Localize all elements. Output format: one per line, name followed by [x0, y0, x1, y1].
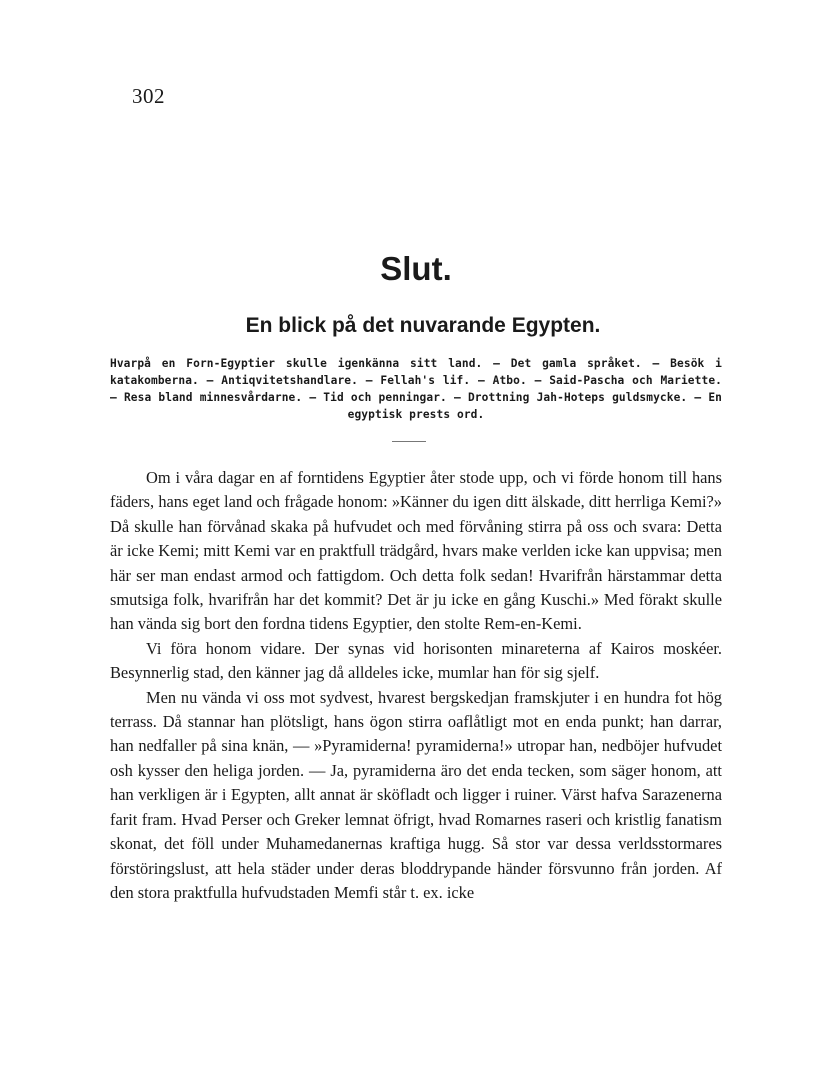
- page-number: 302: [132, 84, 165, 108]
- chapter-summary: Hvarpå en Forn-Egyptier skulle igenkänna sitt land. — Det gamla språket. — Besök i katakomberna. — Antiqvitetshandlare. — Fellah's lif. — Atbo. — Said-Pascha och Mariette. — Resa bland minnesvårdarne. — Tid och penningar. — Drottning Jah-Hoteps guldsmycke. — En egyptisk prests ord.: [110, 357, 722, 421]
- paragraph: Men nu vända vi oss mot sydvest, hvarest bergskedjan framskjuter i en hundra fot hög terrass. Då stannar han plötsligt, hans ögon stirra oaflåtligt mot en enda punkt; han darrar, han nedfaller på sina knän, — »Pyramiderna! pyramiderna!» utropar han, nedböjer hufvudet osh kysser den heliga jorden. — Ja, pyramiderna äro det enda tecken, som säger honom, att han verkligen är i Egypten, allt annat är sköfladt och ligger i ruiner. Värst hafva Sarazenerna farit fram. Hvad Perser och Greker lemnat öfrigt, hvad Romarnes raseri och kristlig fanatism skonat, det föll under Muhamedanernas kraftiga hugg. Så stor var dessa verldsstormares förstöringslust, att hela städer under deras bloddrypande händer försvunno från jorden. Af den stora praktfulla hufvudstaden Memfi står t. ex. icke: [110, 687, 722, 902]
- paragraph: Vi föra honom vidare. Der synas vid horisonten minareterna af Kairos moskéer. Besynnerlig stad, den känner jag då alldeles icke, mumlar han för sig sjelf.: [110, 638, 722, 683]
- chapter-subtitle: En blick på det nuvarande Egypten.: [245, 314, 601, 337]
- paragraph: Om i våra dagar en af forntidens Egyptier åter stode upp, och vi förde honom till hans fäders, hans eget land och frågade honom: »Känner du igen ditt älskade, ditt herrliga Kemi?» Då skulle han förvånad skaka på hufvudet och med förvåning stirra på oss och svara: Detta är icke Kemi; mitt Kemi var en praktfull trädgård, hvars make verlden icke kan uppvisa; men här ser man endast armod och fattigdom. Och detta folk sedan! Hvarifrån härstammar detta smutsiga folk, hvarifrån har det kommit? Det är ju icke en gång Kuschi.» Med förakt skulle han vända sig bort den fordna tidens Egyptier, den stolte Rem-en-Kemi.: [110, 468, 722, 634]
- chapter-title: Slut.: [380, 250, 452, 287]
- body-text: [110, 466, 722, 905]
- section-divider: [392, 441, 426, 442]
